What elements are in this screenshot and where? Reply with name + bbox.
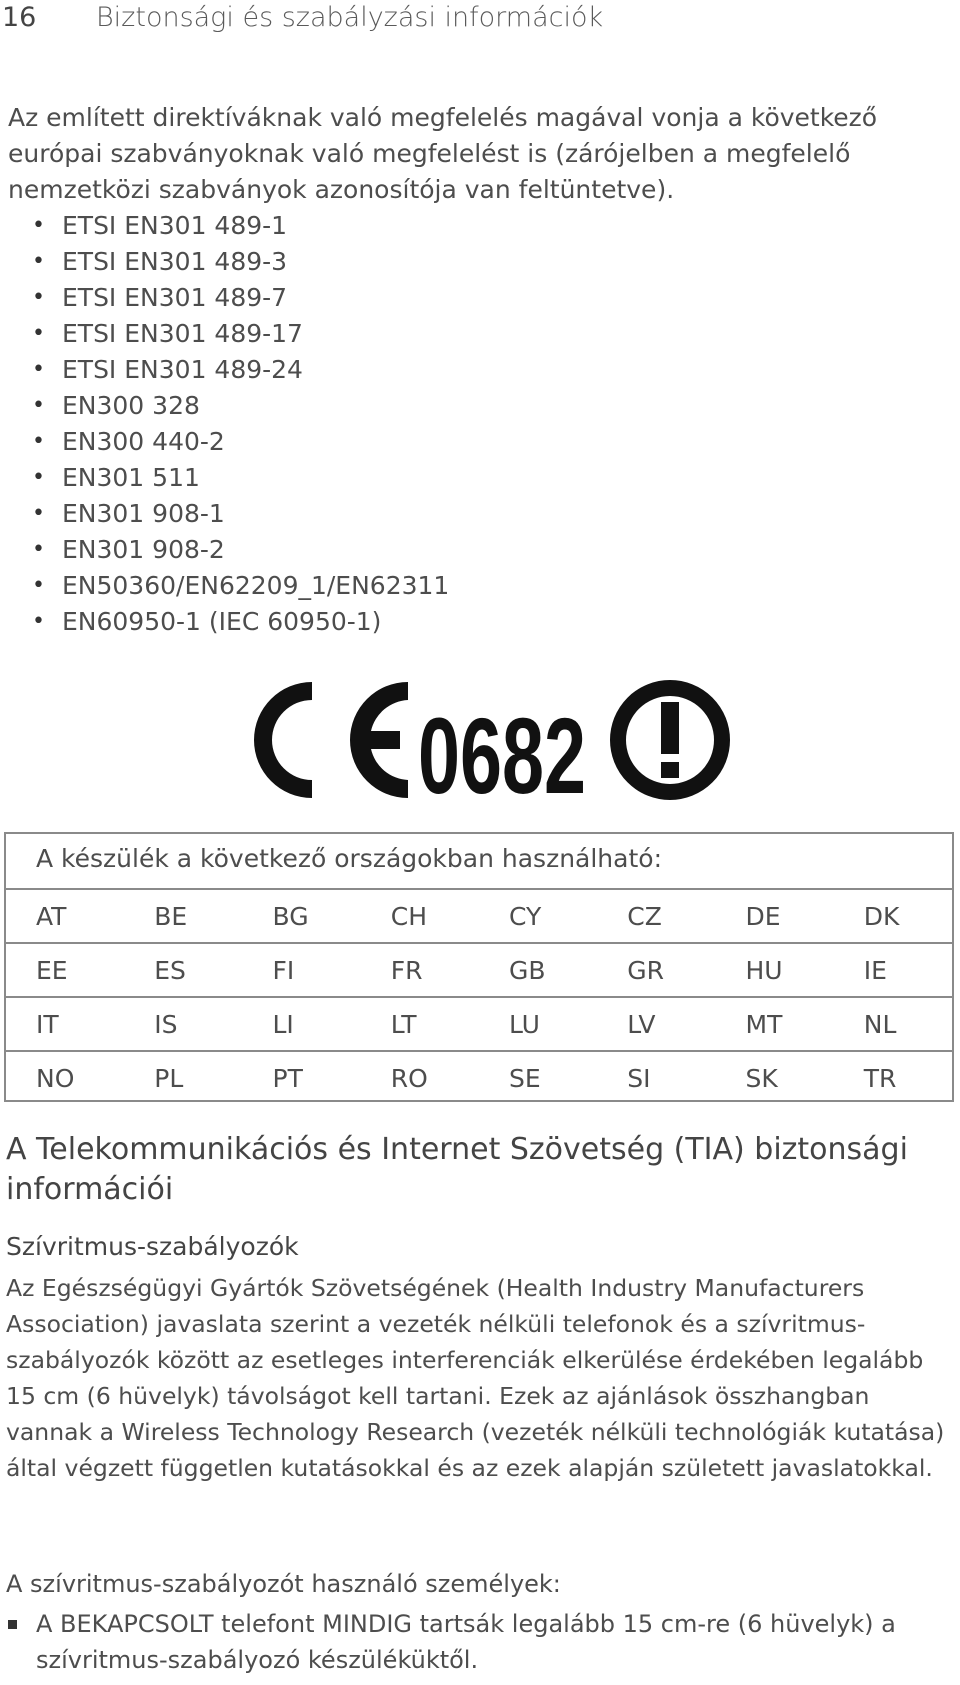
list-item: • EN300 440-2 xyxy=(30,424,449,460)
list-item: • ETSI EN301 489-1 xyxy=(30,208,449,244)
ce-marking xyxy=(250,672,740,807)
list-item: • ETSI EN301 489-24 xyxy=(30,352,449,388)
country-code: PL xyxy=(124,1051,242,1104)
advice-list xyxy=(6,1606,956,1678)
country-code: DK xyxy=(834,889,952,943)
list-item: • ETSI EN301 489-17 xyxy=(30,316,449,352)
country-code: SI xyxy=(597,1051,715,1104)
list-item: • ETSI EN301 489-7 xyxy=(30,280,449,316)
body-paragraph: Az Egészségügyi Gyártók Szövetségének (Health Industry Manufacturers Association) javaslata szerint a vezeték nélküli telefonok és a szívritmus-szabályozók között az esetleges interferenciák elkerülése érdekében legalább 15 cm (6 hüvelyk) távolságot kell tartani. Ezek az ajánlások összhangban vannak a Wireless Technology Research (vezeték nélküli technológiák kutatása) által végzett független kutatásokkal és az ezek alapján született javaslatokkal. xyxy=(6,1274,945,1482)
country-code: GR xyxy=(597,943,715,997)
list-heading: A szívritmus-szabályozót használó személyek: xyxy=(6,1570,561,1598)
country-grid xyxy=(6,888,952,1104)
list-item: • EN301 908-1 xyxy=(30,496,449,532)
alert-circle-icon xyxy=(618,688,722,792)
intro-paragraph: Az említett direktíváknak való megfelelés magával vonja a következő európai szabványoknak való megfelelést is (zárójelben a megfelelő nemzetközi szabványok azonosítója van feltüntetve). xyxy=(8,103,878,204)
header-title: Biztonsági és szabályzási információk xyxy=(96,2,604,33)
country-code: TR xyxy=(834,1051,952,1104)
standards-list xyxy=(30,208,449,640)
country-code: PT xyxy=(243,1051,361,1104)
notified-body-number: 0682 xyxy=(418,695,586,807)
table-row xyxy=(6,997,952,1051)
page-number: 16 xyxy=(2,2,37,33)
country-table-heading: A készülék a következő országokban használható: xyxy=(36,844,662,873)
list-item: • EN60950-1 (IEC 60950-1) xyxy=(30,604,449,640)
country-code: HU xyxy=(716,943,834,997)
country-code: LV xyxy=(597,997,715,1051)
country-code: BG xyxy=(243,889,361,943)
table-row xyxy=(6,943,952,997)
country-code: IS xyxy=(124,997,242,1051)
country-code: CY xyxy=(479,889,597,943)
list-item: • ETSI EN301 489-3 xyxy=(30,244,449,280)
country-code: ES xyxy=(124,943,242,997)
country-code: AT xyxy=(6,889,124,943)
country-code: LT xyxy=(361,997,479,1051)
country-code: IT xyxy=(6,997,124,1051)
country-code: NO xyxy=(6,1051,124,1104)
page-header xyxy=(0,0,960,40)
country-code: LI xyxy=(243,997,361,1051)
country-code: EE xyxy=(6,943,124,997)
country-code: MT xyxy=(716,997,834,1051)
country-code: NL xyxy=(834,997,952,1051)
country-code: SK xyxy=(716,1051,834,1104)
country-code: LU xyxy=(479,997,597,1051)
country-code: CH xyxy=(361,889,479,943)
list-item: • EN301 511 xyxy=(30,460,449,496)
table-row xyxy=(6,1051,952,1104)
country-code: GB xyxy=(479,943,597,997)
country-code: FI xyxy=(243,943,361,997)
ce-e-letter xyxy=(350,682,408,798)
table-row xyxy=(6,889,952,943)
list-item: A BEKAPCSOLT telefont MINDIG tartsák legalább 15 cm-re (6 hüvelyk) a szívritmus-szabályozó készüléküktől. xyxy=(6,1606,956,1678)
country-code: DE xyxy=(716,889,834,943)
country-code: BE xyxy=(124,889,242,943)
ce-logo xyxy=(254,682,408,798)
section-title: A Telekommunikációs és Internet Szövetség (TIA) biztonsági információi xyxy=(6,1132,908,1207)
list-item: • EN300 328 xyxy=(30,388,449,424)
country-code: RO xyxy=(361,1051,479,1104)
country-table xyxy=(4,832,954,1102)
country-code: FR xyxy=(361,943,479,997)
country-code: SE xyxy=(479,1051,597,1104)
ce-c-letter xyxy=(254,682,312,798)
list-item: • EN50360/EN62209_1/EN62311 xyxy=(30,568,449,604)
list-item: • EN301 908-2 xyxy=(30,532,449,568)
subsection-title: Szívritmus-szabályozók xyxy=(6,1232,299,1261)
country-code: CZ xyxy=(597,889,715,943)
country-code: IE xyxy=(834,943,952,997)
